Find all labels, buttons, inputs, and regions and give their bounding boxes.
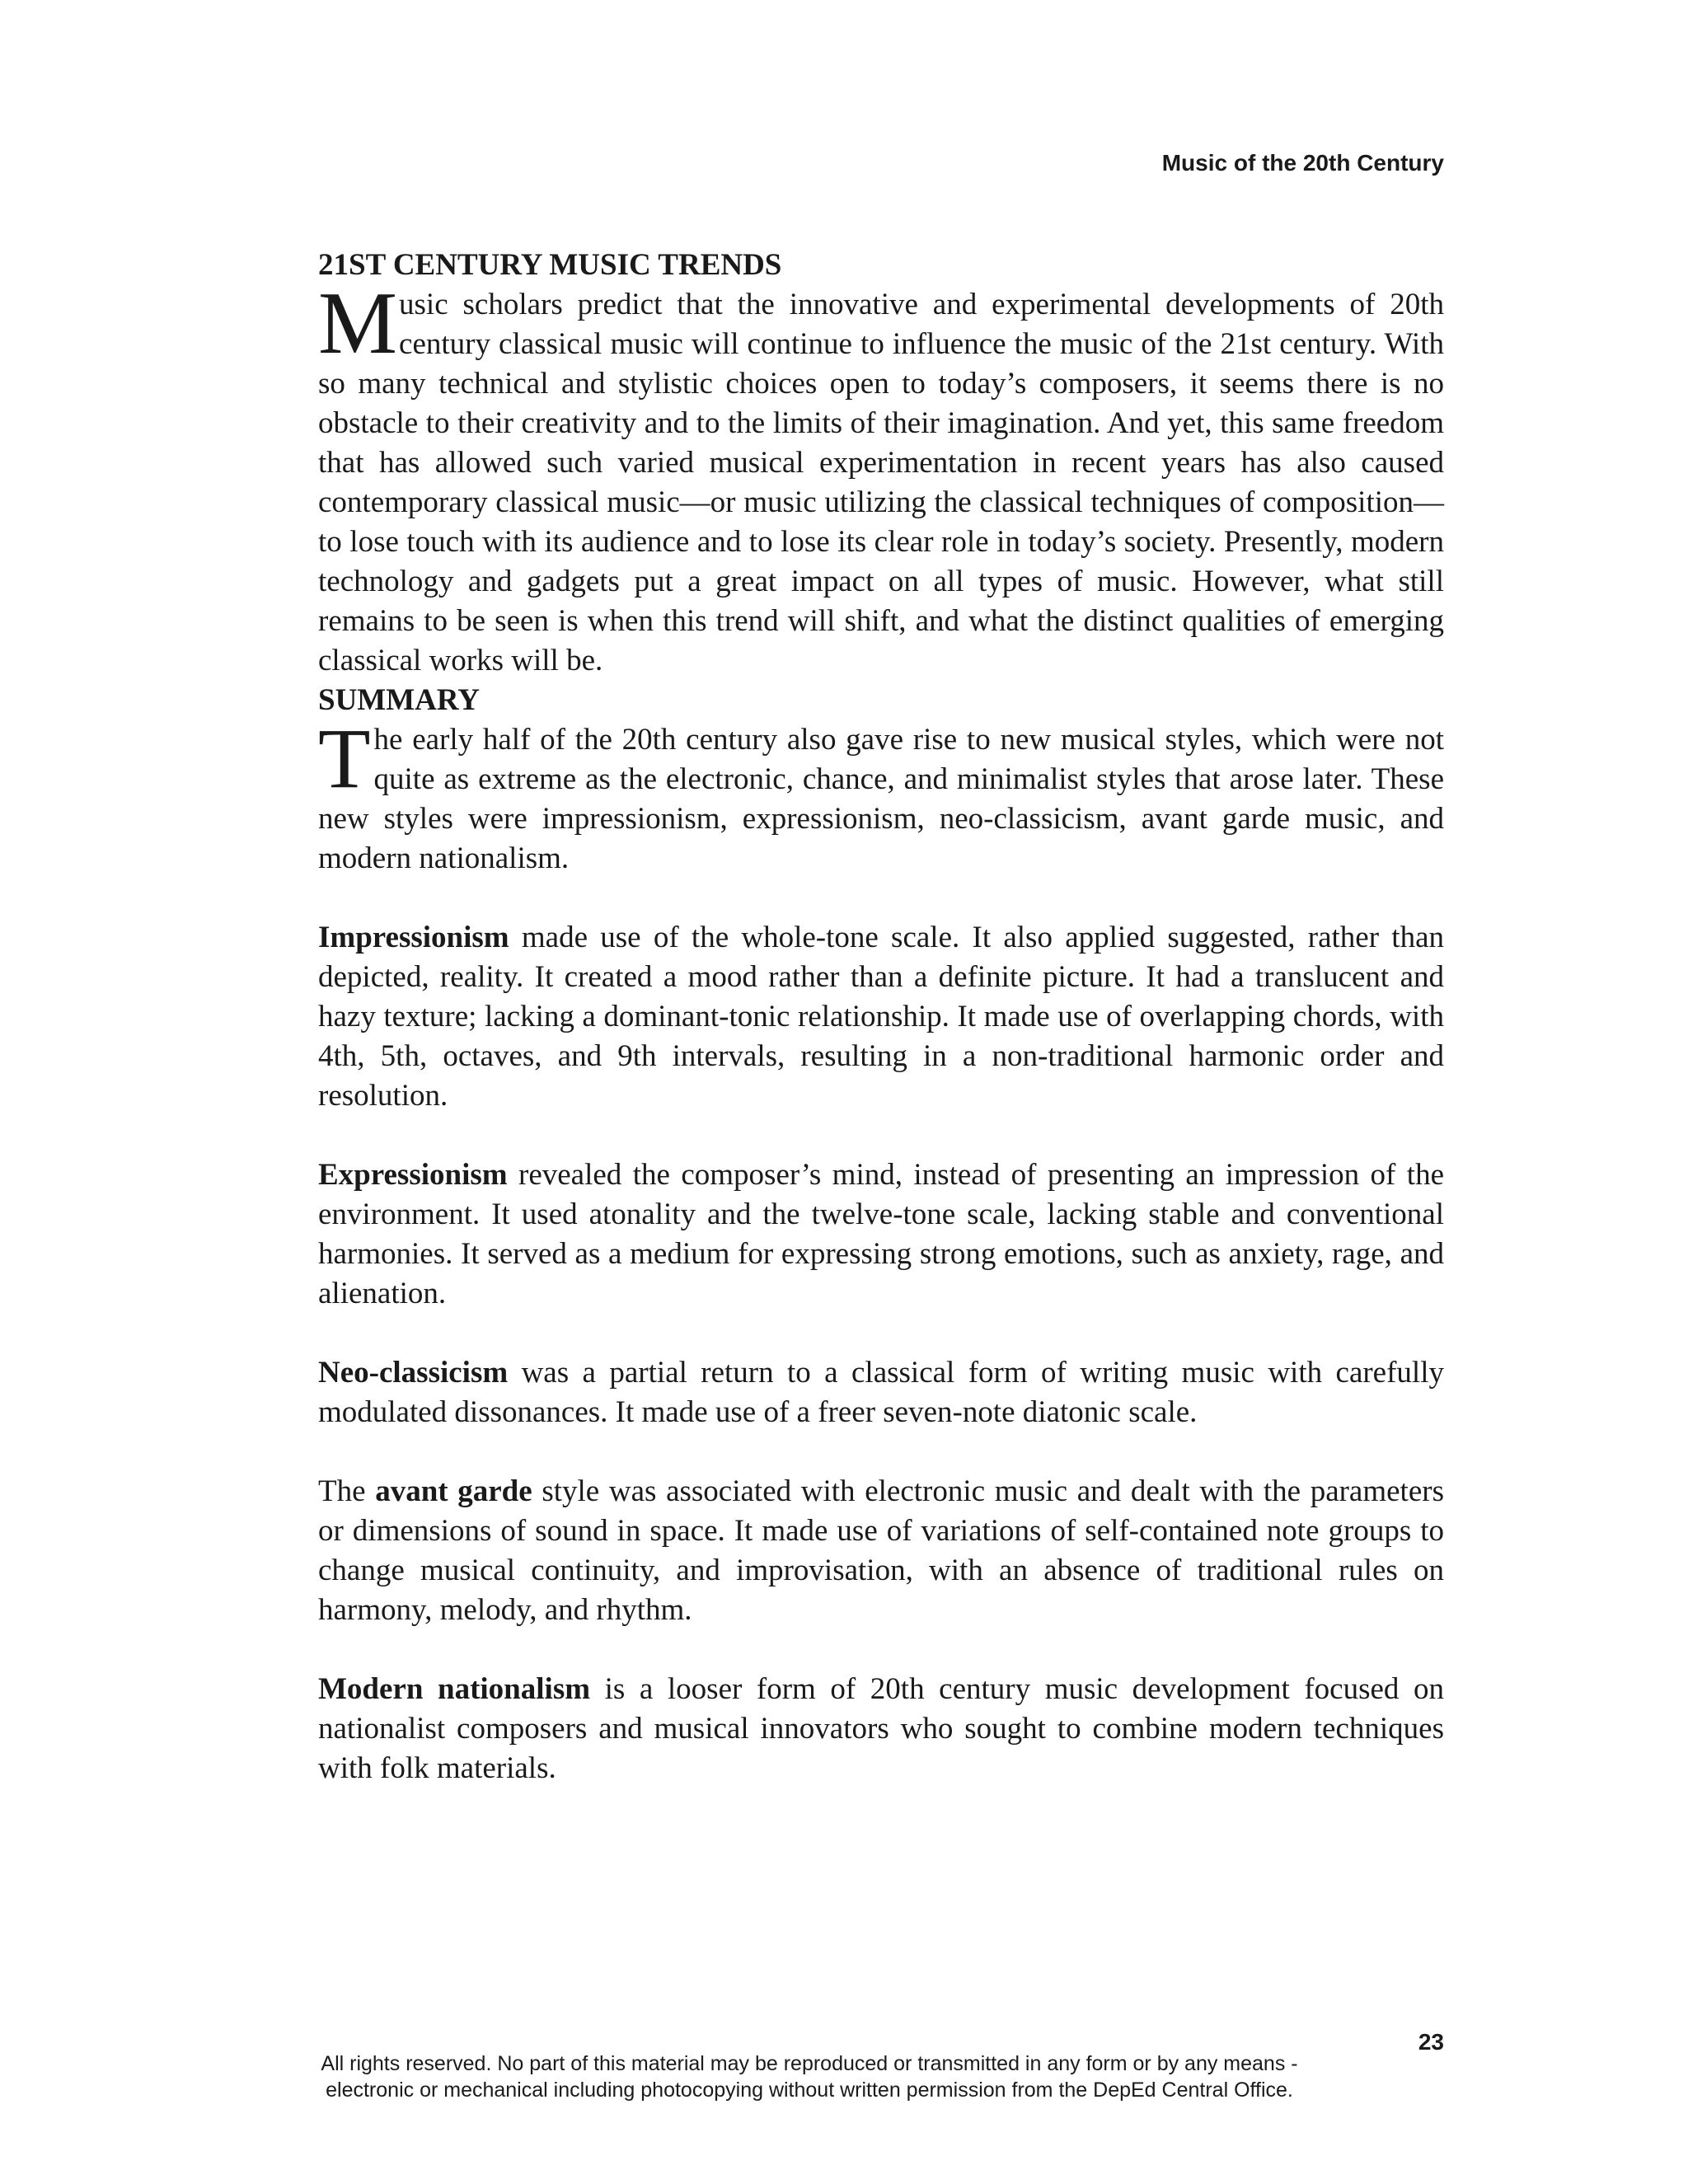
- paragraph-text: made use of the whole-tone scale. It also applied suggested, rather than depicted, reality. It created a mood rather than a definite picture. It had a translucent and hazy texture; lacking a dominant-tonic relationship. It made use of overlapping chords, with 4th, 5th, octaves, and 9th intervals, resulting in a non-traditional harmonic order and resolution.: [318, 921, 1444, 1113]
- term-avant-garde: avant garde: [375, 1474, 532, 1508]
- paragraph-expressionism: [318, 1155, 1444, 1314]
- page-number: 23: [1418, 2029, 1444, 2055]
- term-neoclassicism: Neo-classicism: [318, 1356, 509, 1390]
- paragraph-21st-century-trends: [318, 274, 1444, 681]
- paragraph-summary-intro: [318, 711, 1444, 879]
- paragraph-avant-garde: [318, 1472, 1444, 1630]
- section-heading-summary: SUMMARY: [318, 683, 481, 717]
- paragraph-text: usic scholars predict that the innovative and experimental developments of 20th century classical music will continue to influence the music of the 21st century. With so many technical and stylistic choices open to today’s composers, it seems there is no obstacle to their creativity and to the limits of their imagination. And yet, this same freedom that has allowed such varied musical experimentation in recent years has also caused contemporary classical music—or music utilizing the classical techniques of composition—to lose touch with its audience and to lose its clear role in today’s society. Presently, modern technology and gadgets put a great impact on all types of music. However, what still remains to be seen is when this trend will shift, and what the distinct qualities of emerging classical works will be.: [318, 288, 1444, 677]
- dropcap-t: T: [318, 711, 371, 806]
- footer-line-2: electronic or mechanical including photocopying without written permission from the DepEd Central Office.: [326, 2079, 1293, 2102]
- paragraph-modern-nationalism: [318, 1670, 1444, 1788]
- paragraph-neoclassicism: [318, 1353, 1444, 1432]
- section-heading-21st-century: 21ST CENTURY MUSIC TRENDS: [318, 248, 782, 282]
- paragraph-text: revealed the composer’s mind, instead of presenting an impression of the environment. It used atonality and the twelve-tone scale, lacking stable and conventional harmonies. It served as a medium for expressing strong emotions, such as anxiety, rage, and alienation.: [318, 1158, 1444, 1310]
- paragraph-impressionism: [318, 918, 1444, 1116]
- paragraph-text: was a partial return to a classical form of writing music with carefully modulated dissonances. It made use of a freer seven-note diatonic scale.: [318, 1356, 1444, 1429]
- paragraph-text: is a looser form of 20th century music development focused on nationalist composers and musical innovators who sought to combine modern techniques with folk materials.: [318, 1672, 1444, 1785]
- page-content: [318, 246, 1444, 1788]
- term-impressionism: Impressionism: [318, 921, 509, 954]
- paragraph-text: style was associated with electronic music and dealt with the parameters or dimensions of sound in space. It made use of variations of self-contained note groups to change musical continuity, and improvisation, with an absence of traditional rules on harmony, melody, and rhythm.: [318, 1474, 1444, 1627]
- paragraph-prefix: The: [318, 1474, 376, 1508]
- dropcap-m: M: [318, 274, 398, 373]
- term-modern-nationalism: Modern nationalism: [318, 1672, 591, 1706]
- term-expressionism: Expressionism: [318, 1158, 508, 1192]
- running-header: Music of the 20th Century: [1161, 150, 1444, 176]
- paragraph-text: he early half of the 20th century also gave rise to new musical styles, which were not quite as extreme as the electronic, chance, and minimalist styles that arose later. These new styles were impressionism, expressionism, neo-classicism, avant garde music, and modern nationalism.: [318, 723, 1444, 875]
- footer-line-1: All rights reserved. No part of this material may be reproduced or transmitted in any form or by any means -: [321, 2052, 1298, 2075]
- copyright-footer: [0, 2050, 1688, 2103]
